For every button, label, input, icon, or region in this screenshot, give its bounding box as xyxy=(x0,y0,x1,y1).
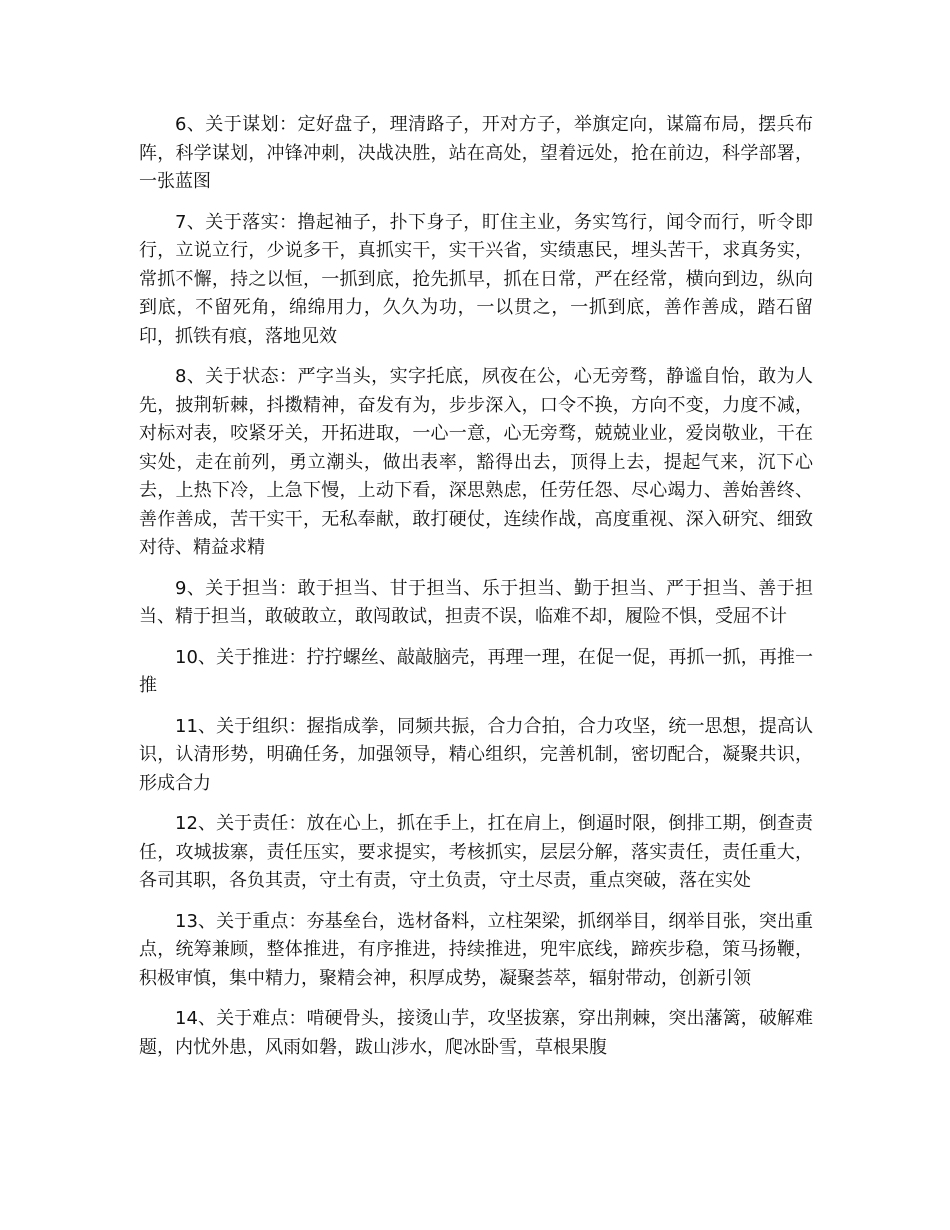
paragraph-implementation: 7、关于落实：撸起袖子，扑下身子，盯住主业，务实笃行，闻令而行，听令即行，立说立行，少说多干，真抓实干，实干兴省，实绩惠民，埋头苦干，求真务实，常抓不懈，持之以恒，一抓到底，抢先抓早，抓在日常，严在经常，横向到边，纵向到底，不留死角，绵绵用力，久久为功，一以贯之，一抓到底，善作善成，踏石留印，抓铁有痕，落地见效 xyxy=(139,211,813,347)
paragraph-responsibility: 12、关于责任：放在心上，抓在手上，扛在肩上，倒逼时限，倒排工期，倒查责任，攻城拔寨，责任压实，要求提实，考核抓实，层层分解，落实责任，责任重大，各司其职，各负其责，守土有责，守土负责，守土尽责，重点突破，落在实处 xyxy=(139,813,813,891)
paragraph-state: 8、关于状态：严字当头，实字托底，夙夜在公，心无旁骛，静谧自怡，敢为人先，披荆斩棘，抖擞精神，奋发有为，步步深入，口令不换，方向不变，力度不减，对标对表，咬紧牙关，开拓进取，一心一意，心无旁骛，兢兢业业，爱岗敬业，干在实处，走在前列，勇立潮头，做出表率，豁得出去，顶得上去，提起气来，沉下心去，上热下冷，上急下慢，上动下看，深思熟虑，任劳任怨、尽心竭力、善始善终、善作善成，苦干实干，无私奉献，敢打硬仗，连续作战，高度重视、深入研究、细致对待、精益求精 xyxy=(139,366,813,558)
paragraph-responsibility-taking: 9、关于担当：敢于担当、甘于担当、乐于担当、勤于担当、严于担当、善于担当、精于担当，敢破敢立，敢闯敢试，担责不误，临难不却，履险不惧，受屈不计 xyxy=(139,577,813,627)
document-body xyxy=(139,111,813,1074)
paragraph-key-points: 13、关于重点：夯基垒台，选材备料，立柱架梁，抓纲举目，纲举目张，突出重点，统筹兼顾，整体推进，有序推进，持续推进，兜牢底线，蹄疾步稳，策马扬鞭，积极审慎，集中精力，聚精会神，积厚成势，凝聚荟萃，辐射带动，创新引领 xyxy=(139,910,813,989)
paragraph-difficulties: 14、关于难点：啃硬骨头，接烫山芋，攻坚拔寨，穿出荆棘，突出藩篱，破解难题，内忧外患，风雨如磐，跋山涉水，爬冰卧雪，草根果腹 xyxy=(139,1008,813,1058)
paragraph-planning: 6、关于谋划：定好盘子，理清路子，开对方子，举旗定向，谋篇布局，摆兵布阵，科学谋划，冲锋冲刺，决战决胜，站在高处，望着远处，抢在前边，科学部署，一张蓝图 xyxy=(139,114,813,192)
paragraph-advancement: 10、关于推进：拧拧螺丝、敲敲脑壳，再理一理，在促一促，再抓一抓，再推一推 xyxy=(139,646,813,696)
paragraph-organization: 11、关于组织：握指成拳，同频共振，合力合拍，合力攻坚，统一思想，提高认识，认清形势，明确任务，加强领导，精心组织，完善机制，密切配合，凝聚共识，形成合力 xyxy=(139,715,813,794)
